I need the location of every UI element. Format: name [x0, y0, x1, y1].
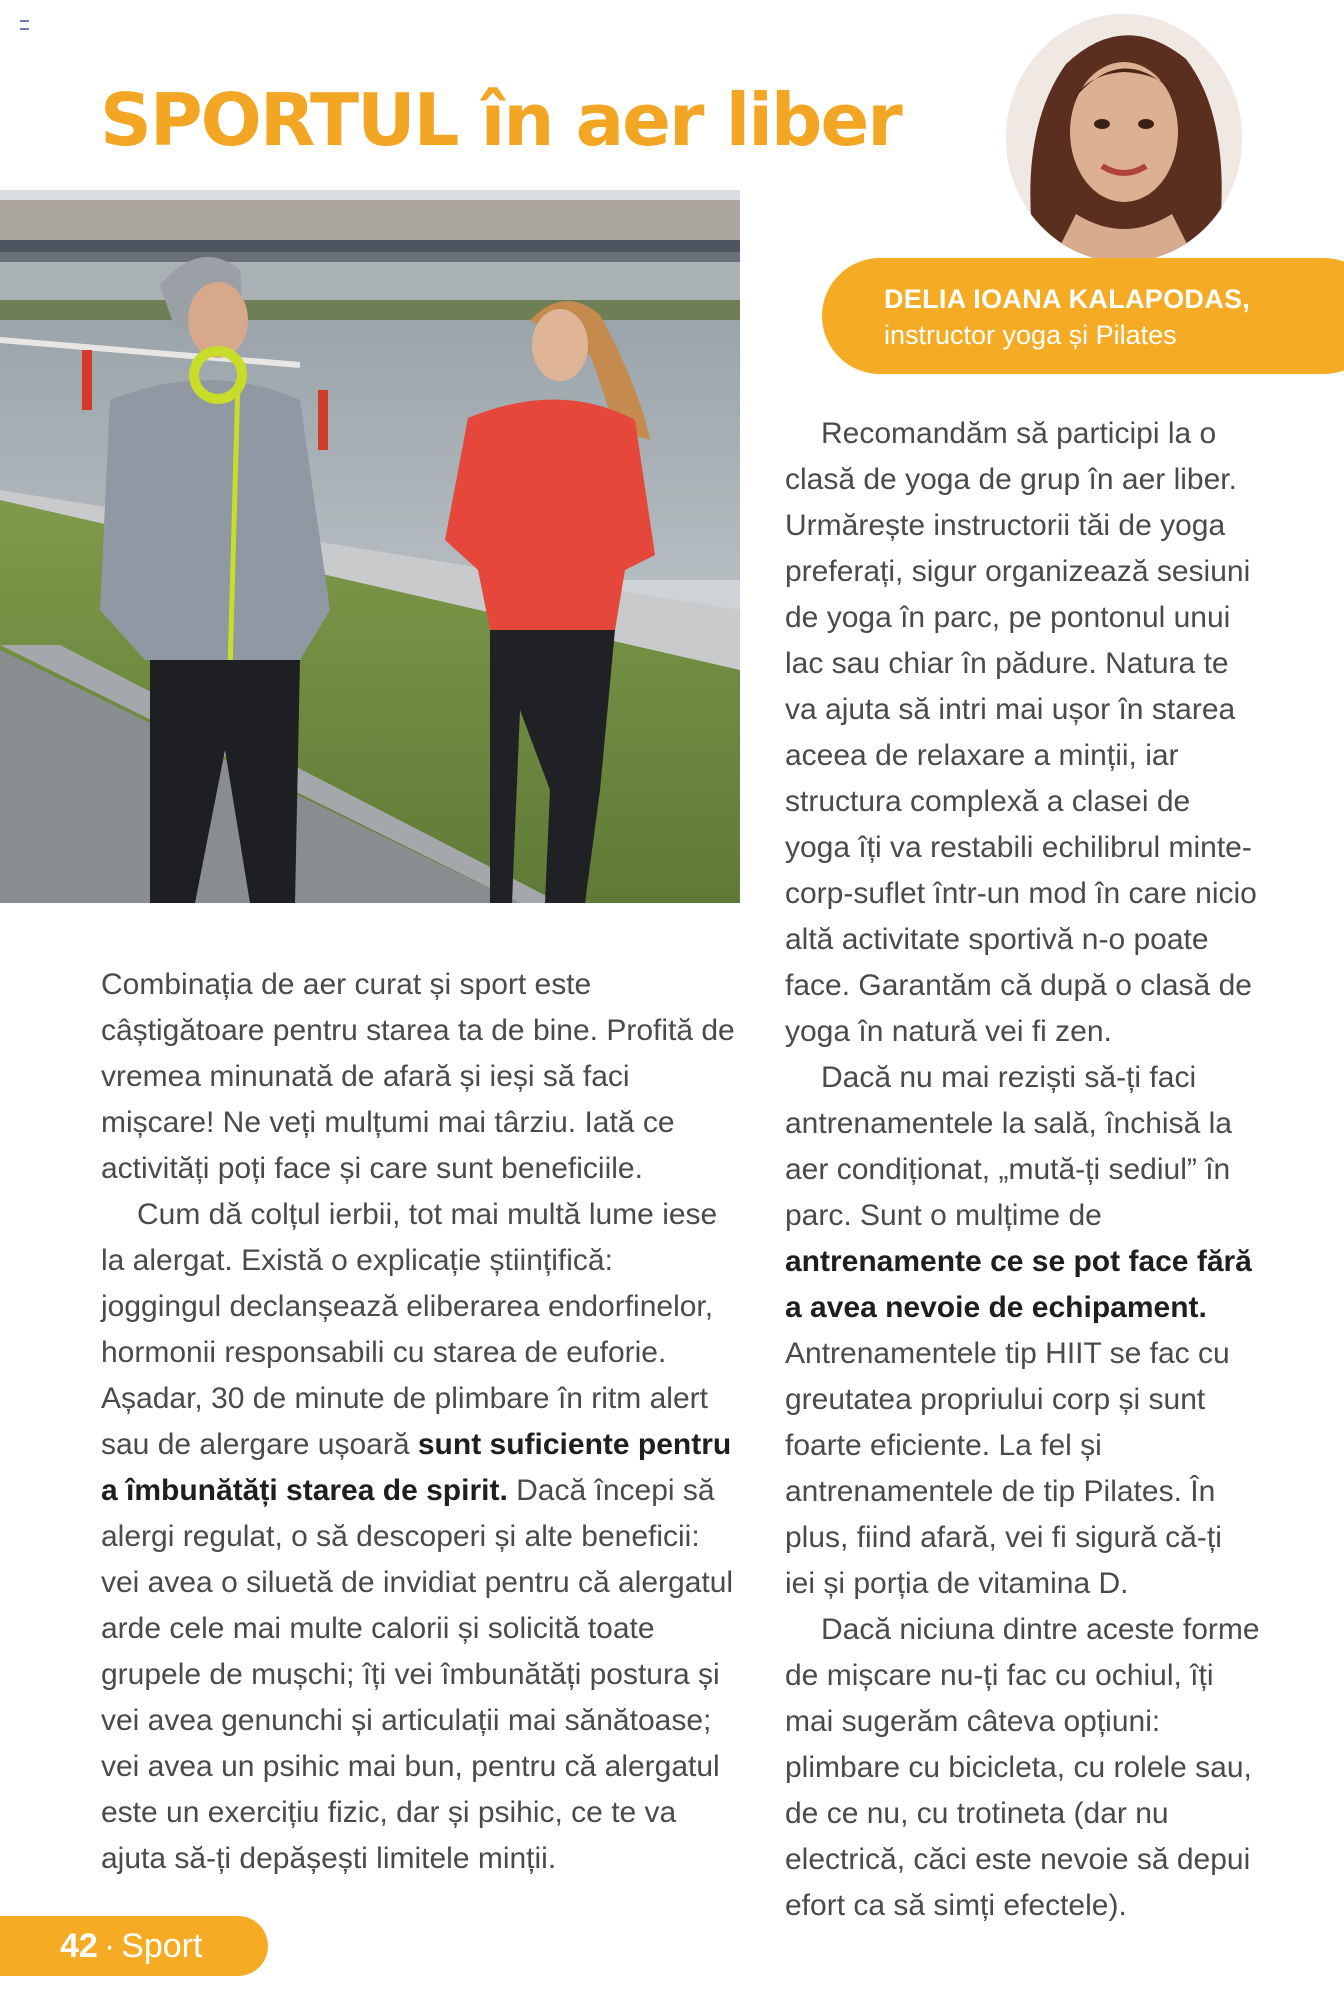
corner-mark-icon — [20, 20, 29, 30]
title-bold: SPORTUL — [100, 78, 458, 162]
right-column — [785, 411, 1260, 1929]
left-p2-text-b: Dacă începi să alergi regulat, o să descoperi și alte beneficii: vei avea o siluetă de invidiat pentru că alergatul arde cele mai multe calorii și solicită toate grupele de mușchi; îți vei îmbunătăți postura și vei avea genunchi și articulații mai sănătoase; vei avea un psihic mai bun, pentru că alergatul este un exercițiu fizic, dar și psihic, ce te va ajuta să-ți depășești limitele minții. — [101, 1474, 734, 1875]
right-p2-text-b: Antrenamentele tip HIIT se fac cu greutatea propriului corp și sunt foarte eficiente. La fel și antrenamentele de tip Pilates. În plus, fiind afară, vei fi sigură că-ți iei și porția de vitamina D. — [785, 1337, 1230, 1600]
left-p2-bold: sunt suficiente pentru a îmbunătăți starea de spirit. — [101, 1428, 732, 1507]
author-name: DELIA IOANA KALAPODAS, — [884, 284, 1251, 314]
footer-page-label — [0, 1916, 268, 1976]
left-column — [101, 962, 741, 1882]
right-p2-bold: antrenamente ce se pot face fără a avea nevoie de echipament. — [785, 1245, 1252, 1324]
left-paragraph-2 — [101, 1192, 741, 1882]
title-rest: în aer liber — [457, 78, 901, 162]
author-banner — [822, 258, 1344, 374]
author-role: instructor yoga și Pilates — [884, 320, 1177, 350]
author-portrait — [1006, 14, 1242, 262]
page-title — [100, 72, 901, 168]
joggers-photo — [0, 190, 740, 903]
right-paragraph-3: Dacă niciuna dintre aceste forme de mișcare nu-ți fac cu ochiul, îți mai sugerăm câteva opțiuni: plimbare cu bicicleta, cu rolele sau, de ce nu, cu trotineta (dar nu electrică, căci este nevoie să depui efort ca să simți efectele). — [785, 1613, 1260, 1922]
right-paragraph-2 — [785, 1055, 1260, 1607]
left-paragraph-1: Combinația de aer curat și sport este câștigătoare pentru starea ta de bine. Profită de vremea minunată de afară și ieși să faci mișcare! Ne veți mulțumi mai târziu. Iată ce activități poți face și care sunt beneficiile. — [101, 968, 735, 1185]
right-p2-text-a: Dacă nu mai reziști să-ți faci antrenamentele la sală, închisă la aer condiționat, „mută-ți sediul” în parc. Sunt o mulțime de — [785, 1061, 1232, 1232]
footer-separator: · — [103, 1927, 116, 1965]
section-name: Sport — [121, 1927, 203, 1965]
page-number: 42 — [60, 1927, 98, 1965]
right-paragraph-1: Recomandăm să participi la o clasă de yoga de grup în aer liber. Urmărește instructorii tăi de yoga preferați, sigur organizează sesiuni de yoga în parc, pe pontonul unui lac sau chiar în pădure. Natura te va ajuta să intri mai ușor în starea aceea de relaxare a minții, iar structura complexă a clasei de yoga îți va restabili echilibrul minte-corp-suflet într-un mod în care nicio altă activitate sportivă n-o poate face. Garantăm că după o clasă de yoga în natură vei fi zen. — [785, 417, 1257, 1048]
left-p2-text-a: Cum dă colțul ierbii, tot mai multă lume iese la alergat. Există o explicație științifică: joggingul declanșează eliberarea endorfinelor, hormonii responsabili cu starea de euforie. Așadar, 30 de minute de plimbare în ritm alert sau de alergare ușoară — [101, 1198, 718, 1461]
